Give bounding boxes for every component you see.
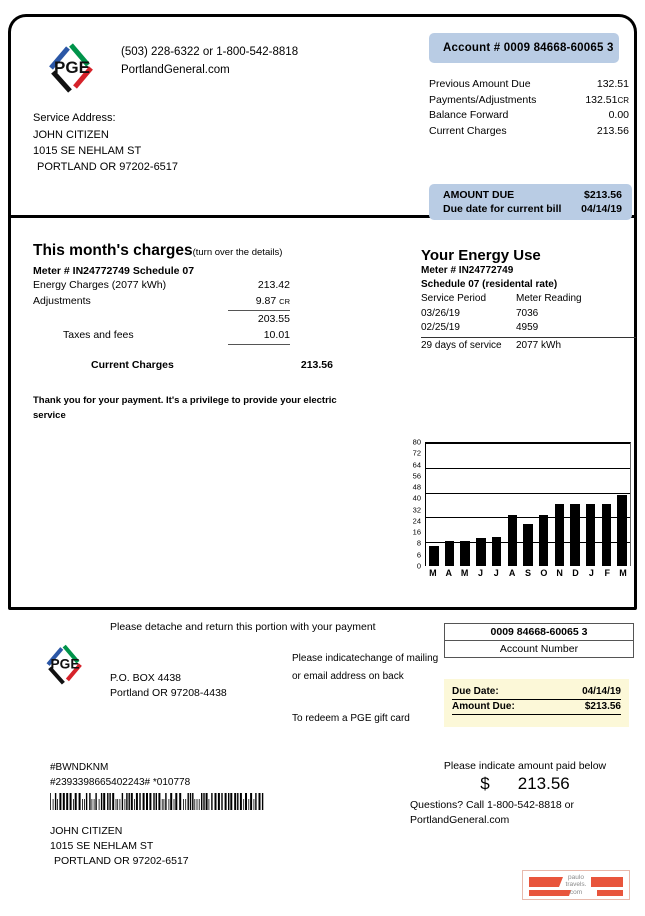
- summary-value: 132.51: [596, 78, 629, 90]
- service-address-city: PORTLAND OR 97202-6517: [37, 161, 179, 173]
- chart-y-tick: 64: [412, 460, 421, 470]
- charge-row: [33, 278, 393, 293]
- account-number-badge: Account # 0009 84668-60065 3: [429, 33, 619, 63]
- due-date-value: 04/14/19: [581, 203, 622, 215]
- chart-x-tick: M: [619, 568, 627, 578]
- bill-main-card: [8, 14, 637, 610]
- chart-bar: [570, 504, 580, 566]
- energy-total-row: [421, 337, 636, 354]
- charge-value: 9.87 CR: [228, 294, 290, 311]
- summary-value: 132.51CR: [585, 93, 629, 106]
- energy-days: 29 days of service: [421, 339, 502, 351]
- pge-logo-icon-stub: [40, 638, 90, 688]
- barcode-icon: [50, 793, 265, 810]
- chart-bar: [555, 504, 565, 566]
- chart-bars: [426, 443, 630, 566]
- amount-due-value: $213.56: [584, 189, 622, 201]
- energy-table-row: [421, 307, 636, 322]
- remittance-code-1: #BWNDKNM: [50, 762, 109, 773]
- stub-amount-due-label: Amount Due:: [452, 701, 515, 712]
- energy-period: 02/25/19: [421, 322, 460, 333]
- chart-bar: [508, 515, 518, 566]
- energy-schedule: Schedule 07 (residental rate): [421, 279, 558, 290]
- summary-label: Current Charges: [429, 124, 507, 137]
- company-phone: (503) 228-6322 or 1-800-542-8818: [121, 46, 299, 58]
- chart-x-tick: D: [572, 568, 579, 578]
- chart-bar: [539, 515, 549, 566]
- chart-x-tick: M: [429, 568, 437, 578]
- summary-row: [429, 77, 629, 93]
- chart-y-tick: 24: [412, 516, 421, 526]
- energy-meter: Meter # IN24772749: [421, 265, 514, 276]
- company-contact: [121, 43, 298, 79]
- chart-x-tick: J: [588, 568, 594, 578]
- chart-y-tick: 6: [416, 550, 421, 560]
- current-charges-row: [33, 359, 393, 371]
- stub-due-box: [444, 679, 629, 727]
- paulo-travels-watermark: [522, 870, 630, 900]
- po-box-city: Portland OR 97208-4438: [110, 687, 227, 699]
- stub-due-date-value: 04/14/19: [582, 686, 621, 697]
- stub-account-number-label: Account Number: [444, 641, 634, 658]
- charge-subtotal-row: [33, 312, 393, 327]
- charge-row: [33, 328, 393, 345]
- energy-use-title: Your Energy Use: [421, 247, 541, 264]
- energy-reading: 4959: [516, 322, 539, 333]
- chart-x-tick: M: [460, 568, 469, 578]
- amount-due-label: AMOUNT DUE: [443, 189, 515, 201]
- chart-x-tick: S: [524, 568, 531, 578]
- chart-y-tick: 32: [412, 505, 421, 515]
- chart-bar: [460, 541, 470, 566]
- payment-po-box: [110, 671, 227, 701]
- due-date-label: Due date for current bill: [443, 203, 562, 215]
- customer-mailing-address: [50, 824, 189, 869]
- chart-x-tick: F: [604, 568, 610, 578]
- charge-label: Energy Charges (2077 kWh): [33, 279, 167, 291]
- energy-reading: 7036: [516, 307, 539, 319]
- charges-section: [33, 242, 393, 423]
- current-charges-label: Current Charges: [91, 359, 174, 371]
- chart-x-tick: A: [445, 568, 453, 578]
- energy-total-usage: 2077 kWh: [516, 339, 562, 351]
- amount-due-box: [429, 184, 632, 220]
- stub-amount-due-row: [452, 700, 621, 715]
- chart-x-tick: J: [477, 568, 483, 578]
- stub-due-date-label: Due Date:: [452, 686, 499, 697]
- customer-city: PORTLAND OR 97202-6517: [54, 855, 189, 867]
- energy-col1-header: Service Period: [421, 293, 487, 304]
- remittance-code-2: #2393398665402243# *010778: [50, 777, 191, 788]
- chart-y-tick: 8: [416, 538, 421, 548]
- summary-row: [429, 108, 629, 124]
- watermark-line-3: com: [569, 888, 583, 896]
- summary-label: Payments/Adjustments: [429, 93, 537, 106]
- summary-label: Balance Forward: [429, 109, 509, 121]
- charge-row: [33, 294, 393, 311]
- thank-you-message: Thank you for your payment. It's a privilege to provide your electric service: [33, 395, 337, 421]
- stub-amount-due-value: $213.56: [584, 701, 621, 712]
- chart-bar: [617, 495, 627, 566]
- chart-bar: [445, 541, 455, 566]
- chart-gridline: [426, 542, 630, 543]
- remittance-codes: [50, 760, 265, 815]
- dollar-sign: $: [480, 774, 490, 793]
- service-address-street: 1015 SE NEHLAM ST: [33, 145, 142, 157]
- chart-x-axis: [425, 568, 631, 578]
- chart-y-tick: 80: [412, 437, 421, 447]
- svg-text:PGE: PGE: [50, 656, 80, 672]
- chart-bar: [602, 504, 612, 566]
- summary-value: 0.00: [608, 109, 629, 121]
- charges-subtitle: (turn over the details): [192, 247, 283, 258]
- chart-bar: [429, 546, 439, 566]
- stub-account-number-box: [444, 623, 634, 658]
- chart-y-tick: 56: [412, 471, 421, 481]
- chart-x-tick: O: [540, 568, 548, 578]
- chart-gridline: [426, 493, 630, 494]
- summary-value: 213.56: [596, 124, 629, 137]
- summary-label: Previous Amount Due: [429, 78, 531, 90]
- service-address-label: Service Address:: [33, 112, 116, 124]
- energy-col2-header: Meter Reading: [516, 293, 582, 304]
- charge-label: Taxes and fees: [63, 329, 134, 341]
- chart-gridline: [426, 517, 630, 518]
- stub-due-date-row: [452, 685, 621, 700]
- chart-x-tick: J: [493, 568, 499, 578]
- service-address: [33, 110, 178, 175]
- charge-label: [33, 312, 228, 327]
- chart-x-tick: A: [508, 568, 516, 578]
- watermark-line-2: travels.: [565, 881, 587, 889]
- customer-street: 1015 SE NEHLAM ST: [50, 840, 154, 852]
- charge-label: Adjustments: [33, 295, 91, 307]
- chart-bar: [523, 524, 533, 566]
- service-address-name: JOHN CITIZEN: [33, 129, 109, 141]
- due-date-row: [443, 202, 622, 216]
- energy-use-section: [421, 247, 636, 353]
- address-change-note: Please indicatechange of mailing or email address on back: [292, 653, 439, 682]
- charges-meter-line: Meter # IN24772749 Schedule 07: [33, 265, 195, 277]
- amount-paid-value-row[interactable]: [410, 774, 640, 794]
- charge-value: 213.42: [257, 279, 290, 291]
- chart-x-tick: N: [556, 568, 563, 578]
- watermark-text: [523, 871, 629, 899]
- gift-card-note: To redeem a PGE gift card: [292, 713, 410, 724]
- energy-usage-bar-chart: [399, 437, 639, 597]
- amount-due-row: [443, 188, 622, 202]
- amount-paid-prompt: Please indicate amount paid below: [443, 760, 607, 772]
- amount-paid-value: 213.56: [517, 774, 570, 793]
- chart-bar: [492, 537, 502, 566]
- chart-y-axis: [399, 437, 421, 571]
- charges-title: This month's charges: [33, 242, 193, 259]
- account-summary-table: [429, 77, 629, 139]
- summary-row: [429, 93, 629, 109]
- po-box-line: P.O. BOX 4438: [110, 672, 182, 684]
- chart-y-tick: 40: [412, 493, 421, 503]
- charge-value: 10.01: [228, 328, 290, 345]
- summary-row: [429, 124, 629, 140]
- chart-gridline: [426, 443, 630, 444]
- chart-plot-area: [425, 442, 631, 566]
- questions-text: Questions? Call 1-800-542-8818 or PortlandGeneral.com: [410, 799, 575, 826]
- charge-value: 203.55: [257, 313, 290, 325]
- amount-paid-section: [410, 760, 640, 828]
- chart-y-tick: 48: [412, 482, 421, 492]
- company-website[interactable]: PortlandGeneral.com: [121, 64, 230, 76]
- chart-y-tick: 16: [412, 527, 421, 537]
- chart-y-tick: 72: [412, 448, 421, 458]
- energy-table-row: [421, 321, 636, 336]
- customer-name: JOHN CITIZEN: [50, 825, 123, 837]
- watermark-line-1: paulo: [568, 873, 584, 881]
- energy-table-header: [421, 292, 636, 307]
- pge-logo-icon: [41, 35, 103, 97]
- energy-period: 03/26/19: [421, 307, 460, 319]
- detach-instruction: Please detache and return this portion with your payment: [110, 621, 376, 633]
- chart-y-tick: 0: [416, 561, 421, 571]
- chart-bar: [586, 504, 596, 566]
- svg-text:PGE: PGE: [54, 58, 90, 77]
- stub-account-number-value: 0009 84668-60065 3: [444, 623, 634, 641]
- chart-gridline: [426, 468, 630, 469]
- current-charges-value: 213.56: [300, 359, 333, 371]
